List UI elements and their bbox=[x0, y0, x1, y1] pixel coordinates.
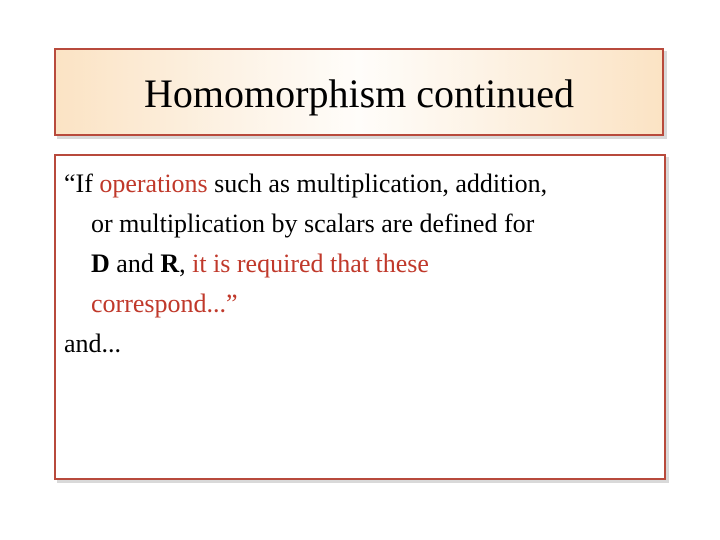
quote-open: “If bbox=[64, 169, 100, 198]
quote-line-1 bbox=[64, 164, 658, 204]
quote-paragraph bbox=[64, 164, 658, 324]
quote-line-4: correspond...” bbox=[91, 289, 238, 318]
highlight-required: it is required that these bbox=[192, 249, 429, 278]
quote-line-2: or multiplication by scalars are defined for bbox=[91, 209, 535, 238]
symbol-r: R bbox=[160, 249, 180, 278]
comma: , bbox=[179, 249, 193, 278]
highlight-operations: operations bbox=[99, 169, 208, 198]
symbol-d: D bbox=[91, 249, 110, 278]
quote-line-3 bbox=[64, 244, 658, 284]
slide-title-box bbox=[54, 48, 664, 136]
slide-content-box bbox=[54, 154, 666, 480]
closing-text: and... bbox=[64, 329, 122, 358]
and-word: and bbox=[109, 249, 161, 278]
quote-line-1-rest: such as multiplication, addition, bbox=[207, 169, 548, 198]
slide-title: Homomorphism continued bbox=[144, 71, 574, 116]
